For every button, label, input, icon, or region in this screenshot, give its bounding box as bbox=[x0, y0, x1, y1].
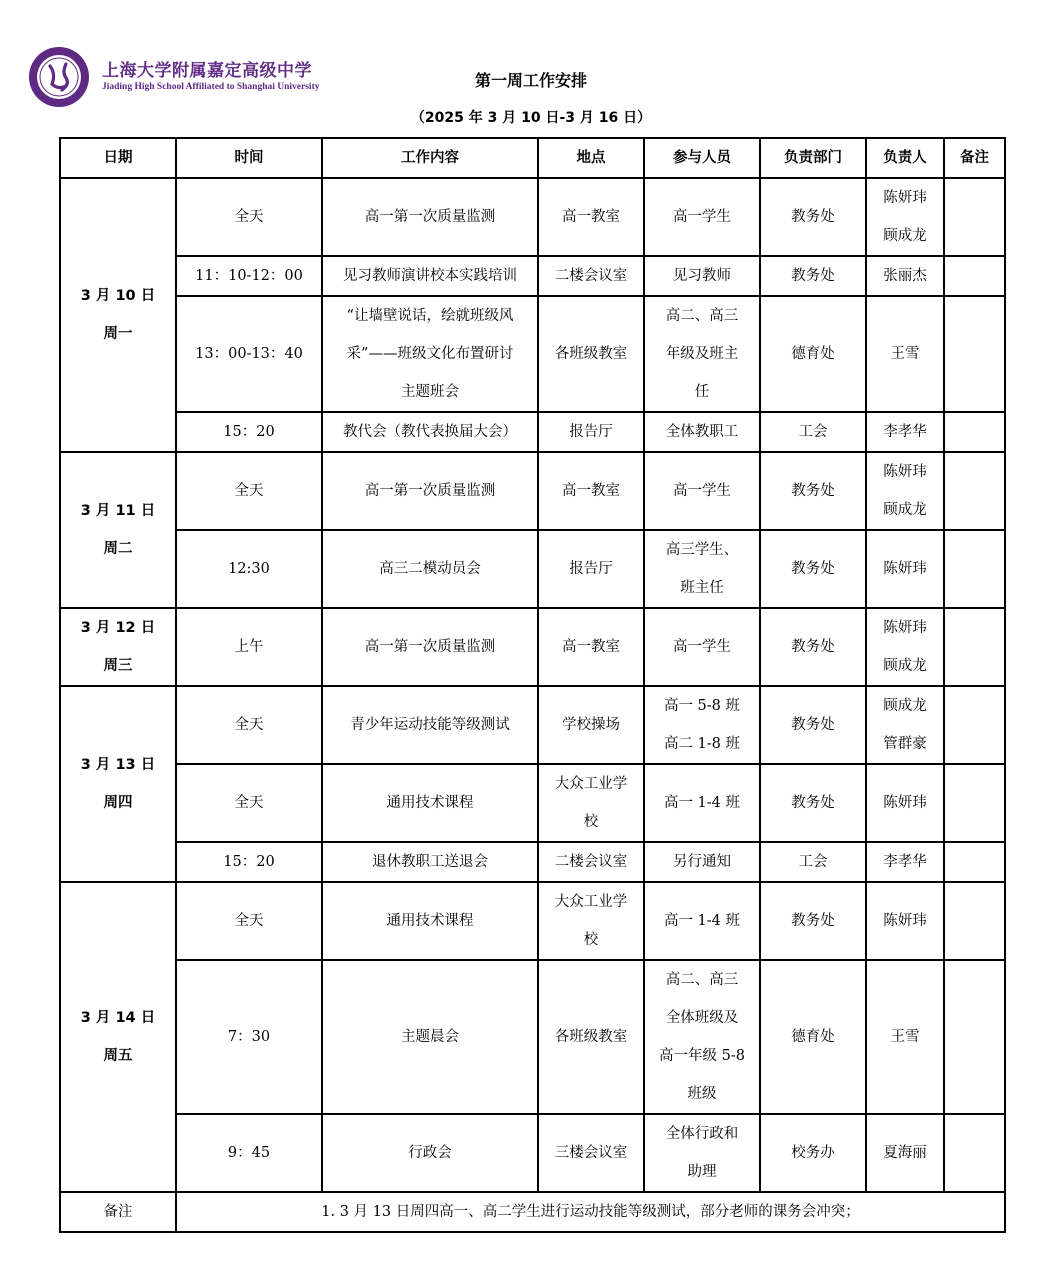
time-cell: 全天 bbox=[176, 452, 322, 530]
person-in-charge-line: 陈妍玮 bbox=[883, 913, 927, 929]
location-cell bbox=[538, 1114, 644, 1192]
work-content-cell bbox=[322, 608, 538, 686]
weekday-text: 周一 bbox=[103, 326, 133, 342]
remark-cell bbox=[944, 296, 1005, 412]
column-header: 地点 bbox=[538, 138, 644, 178]
department-cell: 教务处 bbox=[760, 178, 866, 256]
location-cell bbox=[538, 412, 644, 452]
location-line: 二楼会议室 bbox=[554, 854, 628, 870]
remark-cell bbox=[944, 764, 1005, 842]
person-in-charge-cell bbox=[866, 452, 944, 530]
person-in-charge-cell bbox=[866, 530, 944, 608]
person-in-charge-cell bbox=[866, 608, 944, 686]
department-cell: 工会 bbox=[760, 412, 866, 452]
work-content-line: 采”——班级文化布置研讨 bbox=[346, 346, 514, 362]
person-in-charge-cell bbox=[866, 412, 944, 452]
page-title: 第一周工作安排 bbox=[474, 71, 587, 90]
schedule-row bbox=[60, 764, 1005, 842]
person-in-charge-line: 顾成龙 bbox=[883, 658, 927, 674]
person-in-charge-cell bbox=[866, 764, 944, 842]
remark-cell bbox=[944, 686, 1005, 764]
participants-cell bbox=[644, 882, 760, 960]
work-content-cell bbox=[322, 452, 538, 530]
work-content-line: 高一第一次质量监测 bbox=[364, 483, 496, 499]
work-content-line: 主题班会 bbox=[401, 384, 459, 400]
location-cell bbox=[538, 530, 644, 608]
location-line: 高一教室 bbox=[562, 483, 620, 499]
date-cell bbox=[60, 882, 176, 1192]
time-cell: 全天 bbox=[176, 178, 322, 256]
remark-cell bbox=[944, 842, 1005, 882]
participants-line: 高一 1-4 班 bbox=[663, 795, 741, 811]
participants-line: 班级 bbox=[687, 1086, 717, 1102]
schedule-row bbox=[60, 296, 1005, 412]
location-line: 报告厅 bbox=[569, 424, 613, 440]
work-content-cell bbox=[322, 296, 538, 412]
schedule-row bbox=[60, 452, 1005, 530]
remark-cell bbox=[944, 530, 1005, 608]
participants-line: 班主任 bbox=[680, 580, 724, 596]
work-content-cell bbox=[322, 530, 538, 608]
location-cell bbox=[538, 608, 644, 686]
column-header: 工作内容 bbox=[322, 138, 538, 178]
schedule-row bbox=[60, 842, 1005, 882]
work-content-line: 退休教职工送退会 bbox=[372, 854, 488, 870]
person-in-charge-line: 顾成龙 bbox=[883, 502, 927, 518]
work-content-cell bbox=[322, 842, 538, 882]
person-in-charge-cell bbox=[866, 842, 944, 882]
weekday-text: 周二 bbox=[103, 541, 133, 557]
department-cell: 工会 bbox=[760, 842, 866, 882]
participants-cell bbox=[644, 960, 760, 1114]
work-content-cell bbox=[322, 686, 538, 764]
person-in-charge-line: 陈妍玮 bbox=[883, 561, 927, 577]
location-line: 二楼会议室 bbox=[554, 268, 628, 284]
person-in-charge-cell bbox=[866, 882, 944, 960]
location-cell bbox=[538, 960, 644, 1114]
location-cell bbox=[538, 296, 644, 412]
time-cell: 12:30 bbox=[176, 530, 322, 608]
location-cell bbox=[538, 764, 644, 842]
location-line: 各班级教室 bbox=[554, 1029, 628, 1045]
person-in-charge-cell bbox=[866, 1114, 944, 1192]
location-cell bbox=[538, 882, 644, 960]
time-cell: 15：20 bbox=[176, 412, 322, 452]
person-in-charge-line: 陈妍玮 bbox=[883, 795, 927, 811]
person-in-charge-cell bbox=[866, 296, 944, 412]
person-in-charge-line: 李孝华 bbox=[883, 424, 927, 440]
location-line: 三楼会议室 bbox=[554, 1145, 628, 1161]
participants-cell bbox=[644, 686, 760, 764]
time-cell: 上午 bbox=[176, 608, 322, 686]
schedule-body bbox=[60, 178, 1005, 1192]
header-row bbox=[60, 138, 1005, 178]
participants-cell bbox=[644, 764, 760, 842]
column-header: 负责人 bbox=[866, 138, 944, 178]
participants-cell bbox=[644, 296, 760, 412]
location-line: 各班级教室 bbox=[554, 346, 628, 362]
department-cell: 教务处 bbox=[760, 764, 866, 842]
location-cell bbox=[538, 686, 644, 764]
work-content-line: “让墙壁说话，绘就班级风 bbox=[346, 308, 514, 324]
department-cell: 教务处 bbox=[760, 452, 866, 530]
remark-cell bbox=[944, 256, 1005, 296]
schedule-row bbox=[60, 412, 1005, 452]
participants-line: 助理 bbox=[687, 1164, 717, 1180]
date-cell bbox=[60, 178, 176, 452]
date-text: 3 月 13 日 bbox=[80, 757, 156, 773]
person-in-charge-line: 王雪 bbox=[890, 346, 920, 362]
work-content-cell bbox=[322, 764, 538, 842]
department-cell: 德育处 bbox=[760, 960, 866, 1114]
school-name-en: Jiading High School Affiliated to Shanghai University bbox=[102, 82, 320, 92]
participants-cell bbox=[644, 608, 760, 686]
person-in-charge-cell bbox=[866, 178, 944, 256]
participants-line: 见习教师 bbox=[673, 268, 731, 284]
participants-cell bbox=[644, 452, 760, 530]
department-cell: 教务处 bbox=[760, 256, 866, 296]
weekday-text: 周三 bbox=[103, 658, 133, 674]
remark-cell bbox=[944, 178, 1005, 256]
participants-line: 高一 1-4 班 bbox=[663, 913, 741, 929]
person-in-charge-cell bbox=[866, 960, 944, 1114]
location-cell bbox=[538, 842, 644, 882]
location-line: 大众工业学 bbox=[554, 776, 628, 792]
location-cell bbox=[538, 256, 644, 296]
department-cell: 校务办 bbox=[760, 1114, 866, 1192]
work-content-line: 通用技术课程 bbox=[386, 913, 474, 929]
date-text: 3 月 12 日 bbox=[80, 620, 156, 636]
schedule-row bbox=[60, 608, 1005, 686]
column-header: 备注 bbox=[944, 138, 1005, 178]
column-header: 日期 bbox=[60, 138, 176, 178]
person-in-charge-line: 顾成龙 bbox=[883, 228, 927, 244]
location-cell bbox=[538, 178, 644, 256]
time-cell: 11：10-12：00 bbox=[176, 256, 322, 296]
participants-line: 另行通知 bbox=[673, 854, 731, 870]
participants-cell bbox=[644, 256, 760, 296]
date-cell bbox=[60, 452, 176, 608]
work-content-cell bbox=[322, 256, 538, 296]
location-line: 学校操场 bbox=[562, 717, 620, 733]
time-cell: 7：30 bbox=[176, 960, 322, 1114]
work-content-line: 通用技术课程 bbox=[386, 795, 474, 811]
date-cell bbox=[60, 686, 176, 882]
column-header: 参与人员 bbox=[644, 138, 760, 178]
department-cell: 教务处 bbox=[760, 882, 866, 960]
column-header: 时间 bbox=[176, 138, 322, 178]
location-line: 高一教室 bbox=[562, 639, 620, 655]
date-range: （2025 年 3 月 10 日-3 月 16 日） bbox=[410, 110, 652, 126]
participants-line: 全体班级及 bbox=[665, 1010, 739, 1026]
work-content-line: 行政会 bbox=[408, 1145, 452, 1161]
department-cell: 教务处 bbox=[760, 608, 866, 686]
remark-cell bbox=[944, 882, 1005, 960]
schedule-row bbox=[60, 530, 1005, 608]
participants-line: 高三学生、 bbox=[665, 542, 739, 558]
work-content-line: 高一第一次质量监测 bbox=[364, 639, 496, 655]
participants-line: 高一 5-8 班 bbox=[663, 698, 741, 714]
remark-cell bbox=[944, 412, 1005, 452]
work-content-line: 教代会（教代表换届大会） bbox=[343, 424, 517, 440]
person-in-charge-cell bbox=[866, 686, 944, 764]
location-line: 高一教室 bbox=[562, 209, 620, 225]
person-in-charge-line: 顾成龙 bbox=[883, 698, 927, 714]
person-in-charge-line: 陈妍玮 bbox=[883, 620, 927, 636]
department-cell: 教务处 bbox=[760, 530, 866, 608]
work-content-line: 高一第一次质量监测 bbox=[364, 209, 496, 225]
time-cell: 全天 bbox=[176, 764, 322, 842]
department-cell: 教务处 bbox=[760, 686, 866, 764]
participants-line: 高一学生 bbox=[673, 639, 731, 655]
participants-line: 全体教职工 bbox=[665, 424, 739, 440]
work-content-line: 青少年运动技能等级测试 bbox=[350, 717, 510, 733]
work-content-cell bbox=[322, 960, 538, 1114]
work-content-line: 见习教师演讲校本实践培训 bbox=[343, 268, 517, 284]
footer-note-text: 1. 3 月 13 日周四高一、高二学生进行运动技能等级测试，部分老师的课务会冲突； bbox=[176, 1192, 1005, 1232]
location-line: 报告厅 bbox=[569, 561, 613, 577]
person-in-charge-cell bbox=[866, 256, 944, 296]
date-cell bbox=[60, 608, 176, 686]
schedule-row bbox=[60, 960, 1005, 1114]
time-cell: 全天 bbox=[176, 882, 322, 960]
person-in-charge-line: 李孝华 bbox=[883, 854, 927, 870]
person-in-charge-line: 夏海丽 bbox=[883, 1145, 927, 1161]
location-line: 校 bbox=[583, 814, 599, 830]
schedule-row bbox=[60, 178, 1005, 256]
remark-cell bbox=[944, 960, 1005, 1114]
time-cell: 全天 bbox=[176, 686, 322, 764]
remark-cell bbox=[944, 608, 1005, 686]
work-content-cell bbox=[322, 412, 538, 452]
footer-note-label: 备注 bbox=[60, 1192, 176, 1232]
location-cell bbox=[538, 452, 644, 530]
participants-line: 高二、高三 bbox=[665, 972, 739, 988]
schedule-row bbox=[60, 256, 1005, 296]
participants-line: 任 bbox=[694, 384, 710, 400]
work-content-cell bbox=[322, 178, 538, 256]
participants-line: 全体行政和 bbox=[665, 1126, 739, 1142]
participants-cell bbox=[644, 178, 760, 256]
department-cell: 德育处 bbox=[760, 296, 866, 412]
participants-line: 高一学生 bbox=[673, 209, 731, 225]
weekday-text: 周五 bbox=[103, 1048, 133, 1064]
person-in-charge-line: 张丽杰 bbox=[883, 268, 927, 284]
work-content-cell bbox=[322, 1114, 538, 1192]
location-line: 大众工业学 bbox=[554, 894, 628, 910]
participants-line: 高一学生 bbox=[673, 483, 731, 499]
schedule-table bbox=[59, 137, 1006, 1233]
participants-line: 年级及班主 bbox=[665, 346, 739, 362]
time-cell: 13：00-13：40 bbox=[176, 296, 322, 412]
remark-cell bbox=[944, 1114, 1005, 1192]
participants-cell bbox=[644, 842, 760, 882]
schedule-row bbox=[60, 686, 1005, 764]
participants-line: 高二、高三 bbox=[665, 308, 739, 324]
date-text: 3 月 11 日 bbox=[80, 503, 156, 519]
remark-cell bbox=[944, 452, 1005, 530]
work-content-line: 主题晨会 bbox=[401, 1029, 459, 1045]
participants-cell bbox=[644, 1114, 760, 1192]
weekday-text: 周四 bbox=[103, 795, 133, 811]
schedule-row bbox=[60, 882, 1005, 960]
person-in-charge-line: 管群豪 bbox=[883, 736, 927, 752]
time-cell: 15：20 bbox=[176, 842, 322, 882]
participants-line: 高二 1-8 班 bbox=[663, 736, 741, 752]
schedule-row bbox=[60, 1114, 1005, 1192]
date-text: 3 月 10 日 bbox=[80, 288, 156, 304]
participants-line: 高一年级 5-8 bbox=[659, 1048, 745, 1064]
school-name-cn: 上海大学附属嘉定高级中学 bbox=[102, 61, 312, 81]
column-header: 负责部门 bbox=[760, 138, 866, 178]
time-cell: 9：45 bbox=[176, 1114, 322, 1192]
date-text: 3 月 14 日 bbox=[80, 1010, 156, 1026]
location-line: 校 bbox=[583, 932, 599, 948]
person-in-charge-line: 陈妍玮 bbox=[883, 190, 927, 206]
work-content-cell bbox=[322, 882, 538, 960]
participants-cell bbox=[644, 412, 760, 452]
person-in-charge-line: 陈妍玮 bbox=[883, 464, 927, 480]
participants-cell bbox=[644, 530, 760, 608]
footer-note-row bbox=[60, 1192, 1005, 1232]
person-in-charge-line: 王雪 bbox=[890, 1029, 920, 1045]
work-content-line: 高三二模动员会 bbox=[379, 561, 481, 577]
